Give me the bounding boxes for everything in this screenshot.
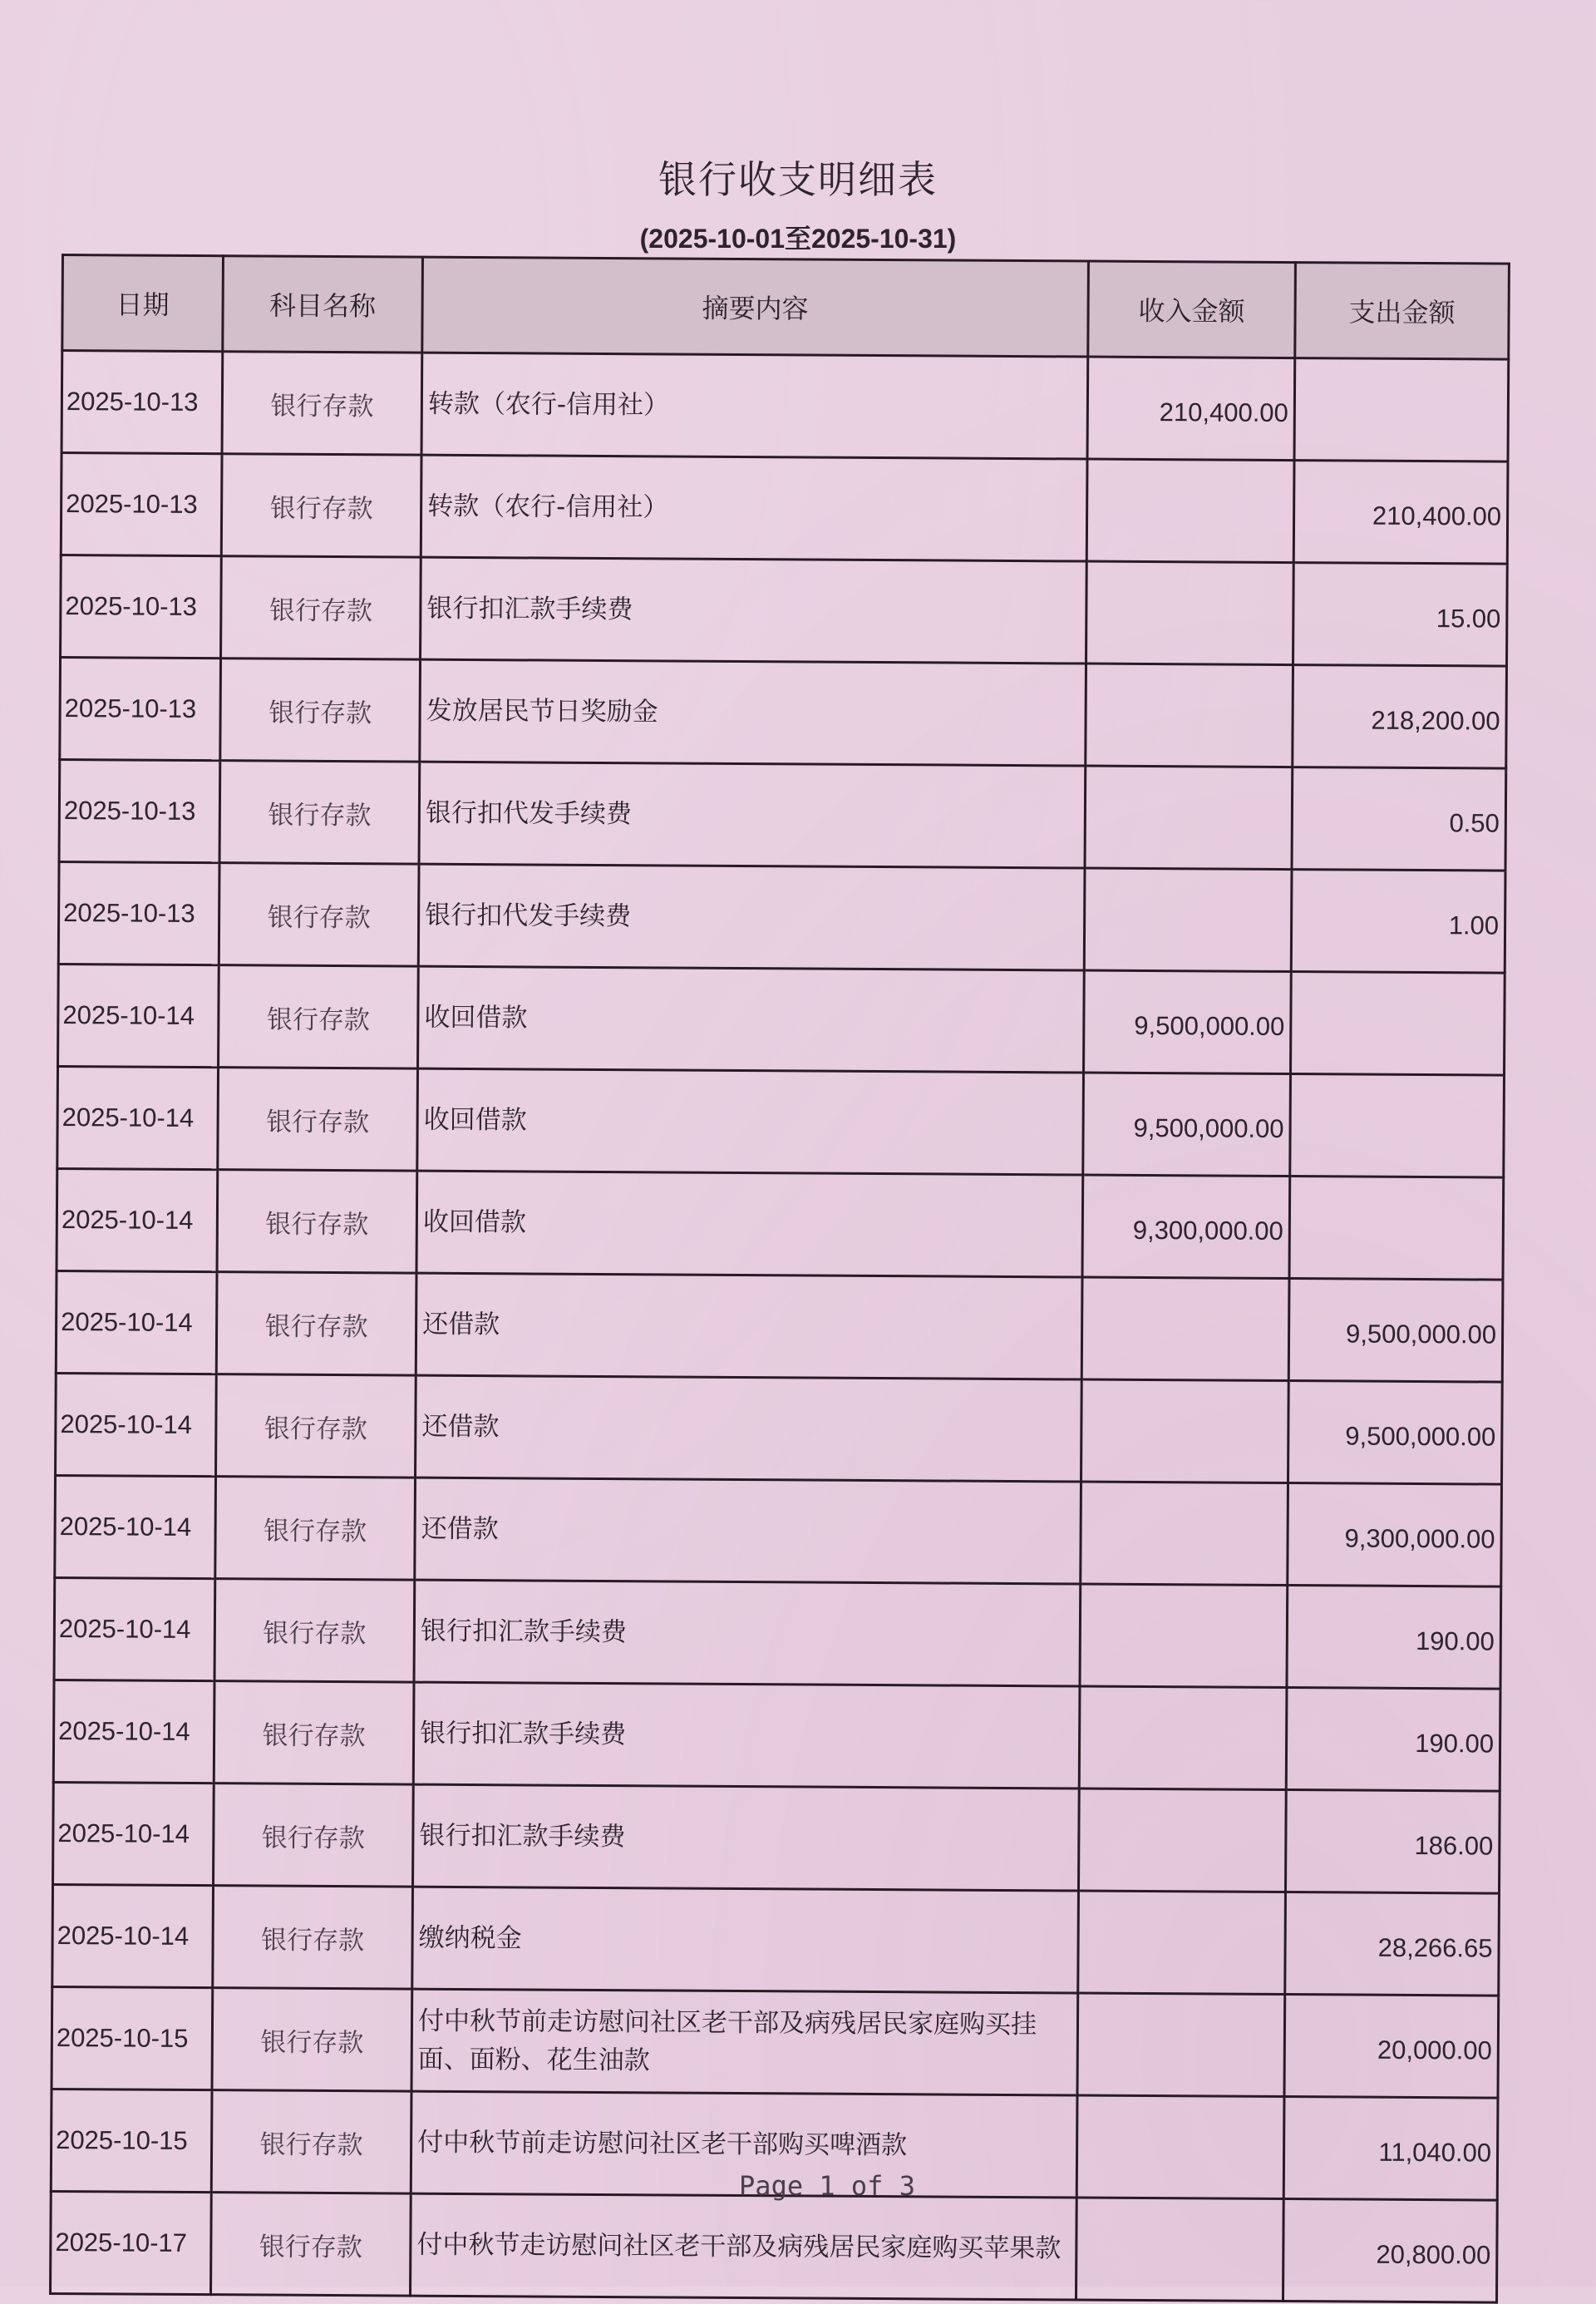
cell-expense: 15.00 — [1293, 563, 1508, 667]
cell-income — [1076, 2198, 1283, 2302]
cell-account: 银行存款 — [219, 965, 419, 1068]
cell-summary: 付中秋节前走访慰问社区老干部及病残居民家庭购买挂面、面粉、花生油款 — [411, 1989, 1078, 2095]
cell-account: 银行存款 — [212, 1988, 412, 2091]
cell-expense: 1.00 — [1291, 870, 1505, 974]
cell-income — [1078, 1891, 1286, 1995]
table-row — [51, 2191, 1498, 2302]
table-row — [59, 759, 1506, 871]
cell-date: 2025-10-14 — [56, 1373, 217, 1476]
cell-date: 2025-10-17 — [51, 2191, 212, 2294]
cell-account: 银行存款 — [214, 1579, 415, 1682]
cell-income — [1085, 766, 1293, 870]
cell-summary: 转款（农行-信用社） — [421, 353, 1088, 459]
cell-date: 2025-10-14 — [58, 964, 219, 1067]
cell-income: 9,500,000.00 — [1083, 1073, 1291, 1177]
table-row — [56, 1270, 1503, 1382]
cell-date: 2025-10-15 — [51, 2089, 212, 2192]
table-row — [57, 1168, 1504, 1280]
cell-expense: 218,200.00 — [1293, 665, 1507, 769]
table-row — [52, 1986, 1499, 2098]
table-header-row — [62, 255, 1510, 360]
cell-expense: 190.00 — [1287, 1586, 1501, 1690]
cell-date: 2025-10-13 — [58, 861, 219, 965]
cell-income: 9,500,000.00 — [1084, 970, 1292, 1074]
cell-income — [1078, 1788, 1286, 1892]
cell-expense — [1294, 358, 1509, 462]
cell-summary: 收回借款 — [418, 966, 1085, 1073]
cell-income — [1084, 868, 1292, 972]
cell-income — [1081, 1379, 1289, 1483]
cell-account: 银行存款 — [214, 1681, 414, 1784]
cell-expense — [1289, 1177, 1504, 1280]
cell-summary: 银行扣汇款手续费 — [413, 1784, 1080, 1891]
cell-date: 2025-10-14 — [53, 1680, 214, 1783]
cell-account: 银行存款 — [219, 761, 420, 864]
cell-date: 2025-10-13 — [61, 453, 222, 556]
cell-expense — [1290, 1074, 1505, 1178]
cell-expense: 210,400.00 — [1293, 461, 1508, 565]
cell-account: 银行存款 — [221, 556, 421, 659]
cell-summary: 银行扣汇款手续费 — [414, 1580, 1081, 1686]
cell-summary: 还借款 — [415, 1478, 1081, 1584]
table-row — [58, 861, 1505, 973]
cell-account: 银行存款 — [222, 352, 422, 455]
cell-summary: 还借款 — [416, 1273, 1082, 1379]
page-number: Page 1 of 3 — [739, 2170, 915, 2202]
cell-account: 银行存款 — [220, 659, 421, 762]
cell-income — [1086, 459, 1294, 563]
cell-date: 2025-10-14 — [57, 1168, 218, 1271]
cell-account: 银行存款 — [211, 2193, 411, 2296]
document-title: 银行收支明细表 — [658, 157, 938, 202]
cell-date: 2025-10-14 — [54, 1577, 215, 1680]
cell-expense: 190.00 — [1286, 1688, 1500, 1792]
cell-account: 银行存款 — [211, 2090, 411, 2193]
cell-income — [1086, 664, 1293, 767]
table-row — [55, 1475, 1502, 1586]
cell-income — [1081, 1277, 1289, 1381]
table-row — [54, 1577, 1501, 1689]
cell-income — [1081, 1482, 1288, 1586]
cell-summary: 收回借款 — [417, 1068, 1084, 1175]
table-row — [58, 964, 1505, 1075]
table-row — [56, 1373, 1503, 1484]
cell-account: 银行存款 — [213, 1886, 413, 1989]
cell-expense: 20,000.00 — [1284, 1995, 1499, 2099]
header-date: 日期 — [62, 255, 224, 352]
cell-account: 银行存款 — [217, 1170, 417, 1273]
cell-summary: 收回借款 — [416, 1171, 1083, 1277]
cell-account: 银行存款 — [216, 1374, 416, 1478]
ledger-body — [51, 351, 1509, 2303]
cell-date: 2025-10-14 — [53, 1782, 214, 1885]
cell-income — [1086, 561, 1294, 665]
cell-expense: 186.00 — [1285, 1790, 1500, 1894]
table-row — [62, 351, 1509, 462]
cell-expense: 9,500,000.00 — [1288, 1381, 1502, 1485]
cell-date: 2025-10-13 — [62, 351, 223, 454]
cell-date: 2025-10-13 — [61, 555, 222, 659]
cell-income — [1077, 1993, 1285, 2097]
cell-account: 银行存款 — [216, 1272, 416, 1375]
cell-income — [1079, 1686, 1287, 1790]
ledger-table — [49, 254, 1510, 2304]
cell-expense: 11,040.00 — [1283, 2097, 1498, 2201]
header-income: 收入金额 — [1088, 261, 1296, 358]
cell-account: 银行存款 — [214, 1784, 414, 1887]
cell-date: 2025-10-14 — [55, 1475, 216, 1578]
cell-summary: 付中秋节前走访慰问社区老干部购买啤酒款 — [411, 2091, 1077, 2198]
cell-date: 2025-10-13 — [60, 658, 221, 761]
cell-date: 2025-10-14 — [56, 1270, 217, 1374]
cell-income — [1080, 1584, 1288, 1688]
cell-expense: 20,800.00 — [1283, 2199, 1497, 2303]
cell-summary: 转款（农行-信用社） — [421, 455, 1087, 561]
table-row — [53, 1680, 1500, 1791]
date-range-subtitle: (2025-10-01至2025-10-31) — [639, 224, 957, 254]
cell-expense: 28,266.65 — [1285, 1892, 1500, 1996]
cell-date: 2025-10-13 — [59, 759, 220, 862]
cell-account: 银行存款 — [215, 1477, 416, 1580]
cell-account: 银行存款 — [218, 1068, 418, 1171]
cell-expense: 9,500,000.00 — [1288, 1279, 1503, 1383]
cell-summary: 发放居民节日奖励金 — [420, 659, 1086, 766]
cell-summary: 银行扣代发手续费 — [419, 762, 1086, 868]
table-row — [61, 453, 1508, 565]
table-row — [60, 658, 1507, 769]
cell-expense — [1291, 972, 1505, 1076]
cell-account: 银行存款 — [221, 454, 421, 557]
cell-summary: 银行扣汇款手续费 — [413, 1682, 1080, 1788]
cell-expense: 9,300,000.00 — [1288, 1483, 1502, 1587]
table-row — [52, 1884, 1500, 1996]
cell-summary: 付中秋节走访慰问社区老干部及病残居民家庭购买苹果款 — [411, 2193, 1077, 2300]
cell-expense: 0.50 — [1292, 767, 1506, 871]
cell-account: 银行存款 — [219, 863, 419, 966]
table-row — [53, 1782, 1500, 1893]
cell-date: 2025-10-14 — [57, 1066, 219, 1169]
table-row — [57, 1066, 1505, 1177]
cell-summary: 银行扣代发手续费 — [418, 864, 1085, 970]
header-expense: 支出金额 — [1295, 263, 1510, 360]
cell-income: 9,300,000.00 — [1082, 1175, 1290, 1279]
table-row — [61, 555, 1508, 667]
cell-summary: 银行扣汇款手续费 — [421, 557, 1087, 664]
cell-summary: 还借款 — [416, 1375, 1082, 1482]
cell-date: 2025-10-15 — [52, 1986, 213, 2089]
cell-date: 2025-10-14 — [52, 1884, 214, 1987]
header-summary: 摘要内容 — [422, 257, 1089, 357]
cell-summary: 缴纳税金 — [412, 1887, 1079, 1993]
header-account: 科目名称 — [223, 256, 423, 353]
cell-income: 210,400.00 — [1087, 357, 1295, 461]
